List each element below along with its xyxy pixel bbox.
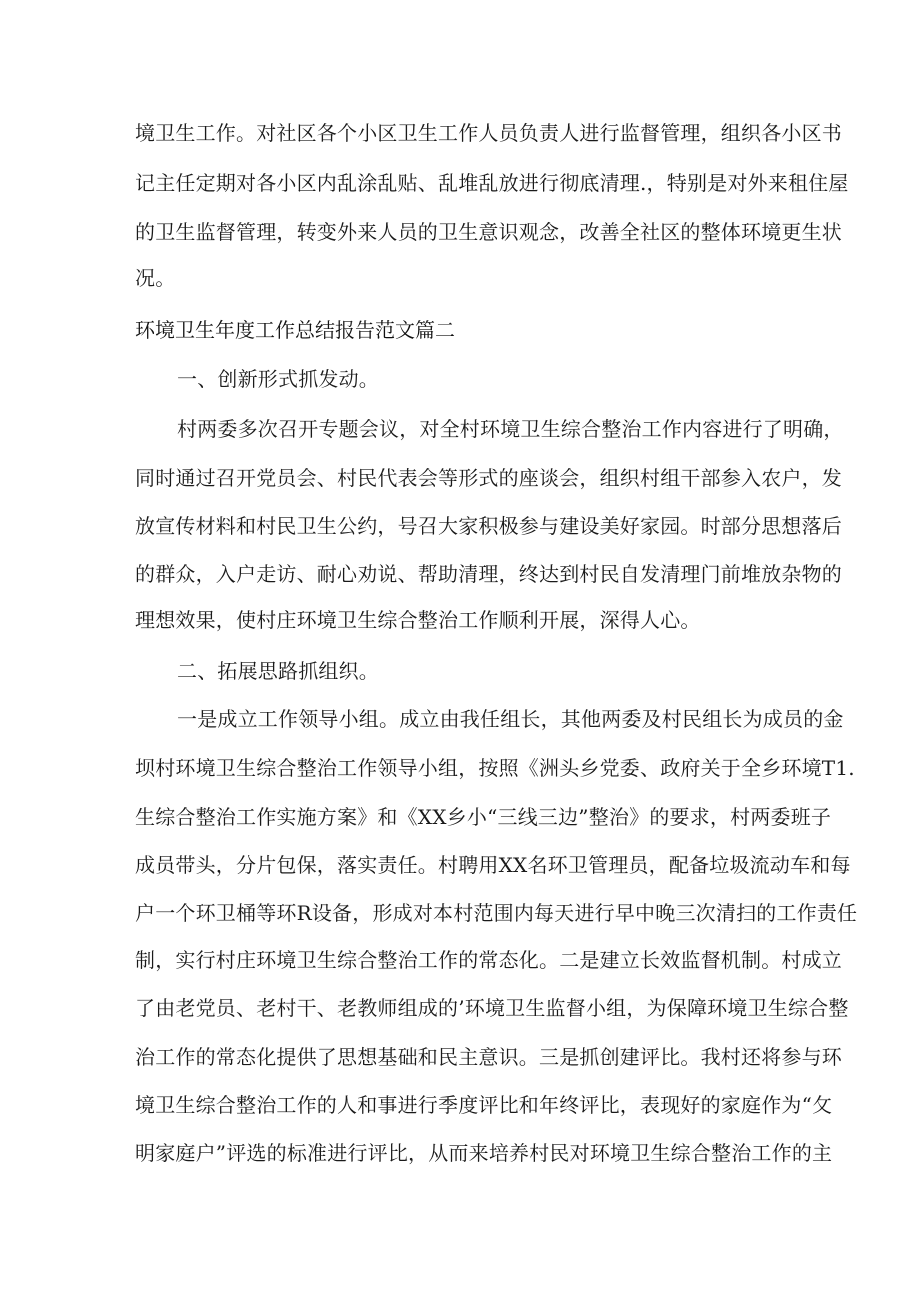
paragraph-top-line-2: 记主任定期对各小区内乱涂乱贴、乱堆乱放进行彻底清理.，特别是对外来租住屋 [135, 171, 849, 195]
section-title: 环境卫生年度工作总结报告范文篇二 [135, 318, 455, 342]
paragraph-2-line-5: 户一个环卫桶等环R设备，形成对本村范围内每天进行早中晚三次清扫的工作责任 [135, 901, 858, 925]
paragraph-2-line-4: 成员带头，分片包保，落实责任。村聘用XX名环卫管理员，配备垃圾流动车和每 [135, 853, 851, 877]
paragraph-2-line-9: 境卫生综合整治工作的人和事进行季度评比和年终评比，表现好的家庭作为“攵 [135, 1093, 833, 1117]
paragraph-2-line-8: 治工作的常态化提供了思想基础和民主意识。三是抓创建评比。我村还将参与环 [135, 1045, 842, 1069]
paragraph-2-line-10: 明家庭户”评选的标准进行评比，从而来培养村民对环境卫生综合整治工作的主 [135, 1141, 833, 1165]
paragraph-2-line-3: 生综合整治工作实施方案》和《XX乡小“三线三边”整治》的要求，村两委班子 [135, 805, 832, 829]
subheading-2: 二、拓展思路抓组织。 [177, 659, 379, 683]
paragraph-1-line-2: 同时通过召开党员会、村民代表会等形式的座谈会，组织村组干部参入农户，发 [135, 466, 842, 490]
paragraph-2-line-7: 了由老党员、老村干、老教师组成的’环境卫生监督小组，为保障环境卫生综合整 [135, 996, 849, 1020]
paragraph-1-line-4: 的群众，入户走访、耐心劝说、帮助清理，终达到村民自发清理门前堆放杂物的 [135, 562, 842, 586]
paragraph-2-line-2: 坝村环境卫生综合整治工作领导小组，按照《洲头乡党委、政府关于全乡环境T1. [135, 756, 855, 780]
paragraph-1-line-1: 村两委多次召开专题会议，对全村环境卫生综合整治工作内容进行了明确， [177, 417, 844, 441]
paragraph-top-line-3: 的卫生监督管理，转变外来人员的卫生意识观念，改善全社区的整体环境更生状 [135, 220, 842, 244]
paragraph-top-line-1: 境卫生工作。对社区各个小区卫生工作人员负责人进行监督管理，组织各小区书 [135, 121, 842, 145]
paragraph-2-line-6: 制，实行村庄环境卫生综合整治工作的常态化。二是建立长效监督机制。村成立 [135, 948, 842, 972]
paragraph-1-line-3: 放宣传材料和村民卫生公约，号召大家积极参与建设美好家园。时部分思想落后 [135, 514, 842, 538]
paragraph-1-line-5: 理想效果，使村庄环境卫生综合整治工作顺利开展，深得人心。 [135, 608, 701, 632]
paragraph-2-line-1: 一是成立工作领导小组。成立由我任组长，其他两委及村民组长为成员的金 [177, 707, 844, 731]
subheading-1: 一、创新形式抓发动。 [177, 367, 379, 391]
paragraph-top-line-4: 况。 [135, 266, 176, 290]
